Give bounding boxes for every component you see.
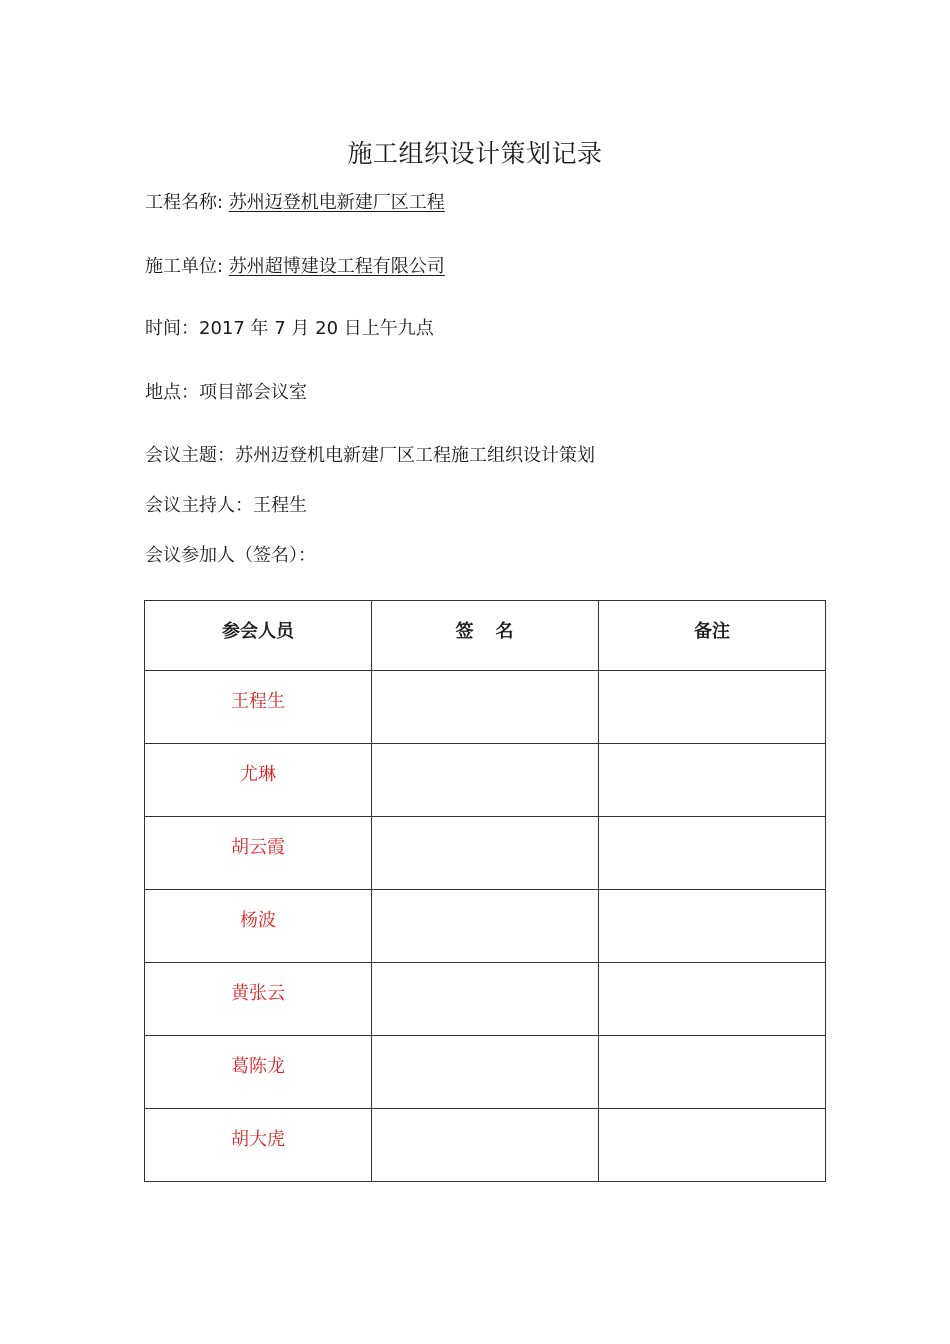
remarks-cell[interactable] — [599, 1109, 826, 1182]
remarks-cell[interactable] — [599, 963, 826, 1036]
attendee-name: 胡云霞 — [145, 817, 372, 890]
table-row — [145, 890, 826, 963]
remarks-cell[interactable] — [599, 890, 826, 963]
remarks-cell[interactable] — [599, 671, 826, 744]
attendee-name: 杨波 — [145, 890, 372, 963]
table-row — [145, 817, 826, 890]
table-row — [145, 671, 826, 744]
header-signature: 签名 — [372, 601, 599, 671]
table-row — [145, 963, 826, 1036]
header-attendees: 参会人员 — [145, 601, 372, 671]
sign-in-table — [144, 600, 826, 1182]
table-header-row — [145, 601, 826, 671]
table-row — [145, 744, 826, 817]
attendee-name: 尤琳 — [145, 744, 372, 817]
signature-cell[interactable] — [372, 963, 599, 1036]
document-title: 施工组织设计策划记录 — [347, 139, 603, 168]
table-row — [145, 1109, 826, 1182]
signature-cell[interactable] — [372, 890, 599, 963]
meeting-host: 会议主持人：王程生 — [145, 495, 307, 516]
attendee-name: 胡大虎 — [145, 1109, 372, 1182]
meeting-place: 地点：项目部会议室 — [145, 382, 307, 403]
attendee-name: 葛陈龙 — [145, 1036, 372, 1109]
signature-cell[interactable] — [372, 817, 599, 890]
remarks-cell[interactable] — [599, 744, 826, 817]
table-row — [145, 1036, 826, 1109]
meeting-time: 时间：2017 年 7 月 20 日上午九点 — [145, 318, 434, 339]
project-name-label: 工程名称: — [145, 192, 224, 213]
company-line — [145, 252, 445, 278]
attendee-name: 王程生 — [145, 671, 372, 744]
attendee-name: 黄张云 — [145, 963, 372, 1036]
signature-cell[interactable] — [372, 744, 599, 817]
remarks-cell[interactable] — [599, 817, 826, 890]
meeting-attendees-label: 会议参加人（签名）： — [145, 545, 316, 566]
project-name-value: 苏州迈登机电新建厂区工程 — [228, 192, 445, 213]
project-name-line — [145, 188, 445, 214]
signature-cell[interactable] — [372, 671, 599, 744]
signature-cell[interactable] — [372, 1109, 599, 1182]
signature-cell[interactable] — [372, 1036, 599, 1109]
header-remarks: 备注 — [599, 601, 826, 671]
remarks-cell[interactable] — [599, 1036, 826, 1109]
company-label: 施工单位: — [145, 256, 224, 277]
company-value: 苏州超博建设工程有限公司 — [228, 256, 445, 277]
meeting-topic: 会议主题：苏州迈登机电新建厂区工程施工组织设计策划 — [145, 445, 595, 466]
